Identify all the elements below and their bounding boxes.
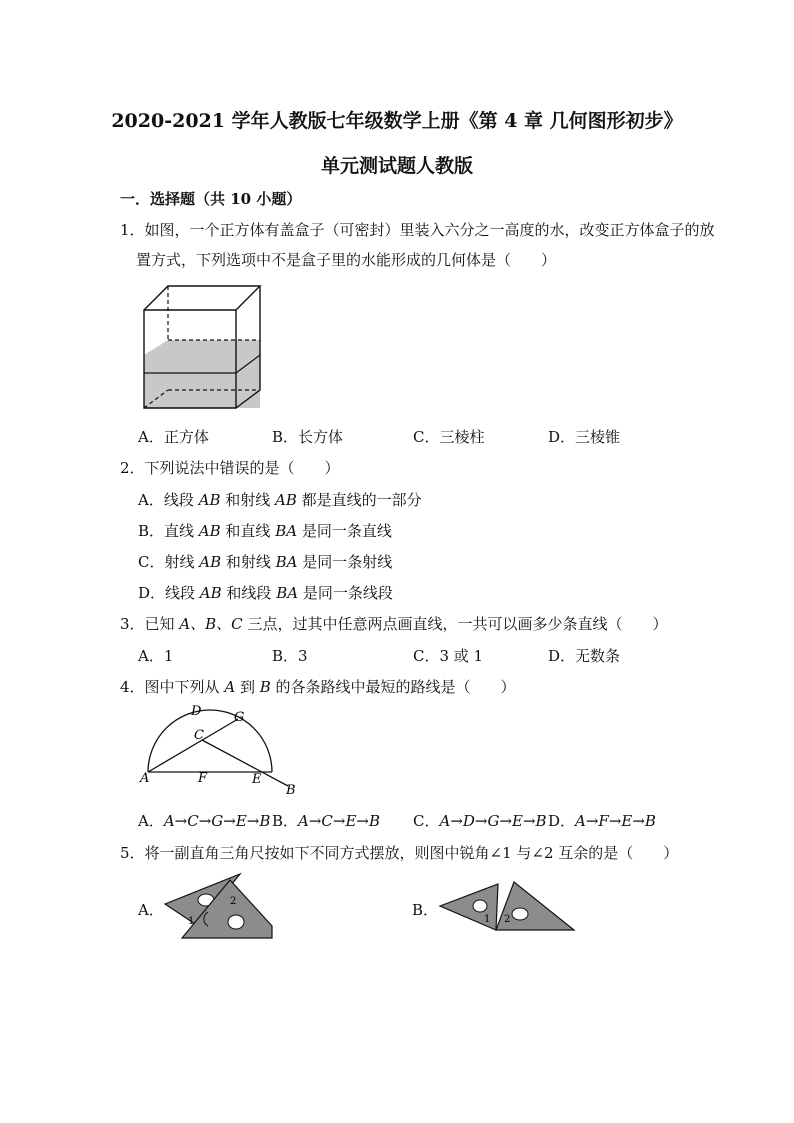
q3-option-c[interactable]: C．3 或 1 [413,647,484,665]
q5-figure-b [438,878,578,936]
q3-option-a[interactable]: A．1 [138,647,174,665]
question-3: 3．已知 A、B、C 三点，过其中任意两点画直线，一共可以画多少条直线（ ） [120,615,668,633]
q2-option-a[interactable]: A．线段 AB 和射线 AB 都是直线的一部分 [138,491,422,509]
q3-option-d[interactable]: D．无数条 [548,647,621,665]
angle-label-b1: 1 [484,914,491,925]
q4-option-d[interactable]: D．A→F→E→B [548,812,656,830]
label-b: B [286,783,296,798]
ruler-hole-3 [473,900,487,912]
q2-option-b[interactable]: B．直线 AB 和直线 BA 是同一条直线 [138,522,392,540]
page-subtitle: 单元测试题人教版 [320,155,473,177]
q1-option-c[interactable]: C．三棱柱 [413,428,485,446]
question-2-number: 2． [120,459,145,477]
q3-option-b[interactable]: B．3 [272,647,308,665]
q2-option-d[interactable]: D．线段 AB 和线段 BA 是同一条线段 [138,584,393,602]
ruler-hole-2 [228,915,244,929]
q4-option-a[interactable]: A．A→C→G→E→B [138,812,271,830]
label-g: G [234,710,245,725]
label-e: E [252,772,262,787]
cube-figure [136,280,272,412]
cube-top-face [144,286,260,310]
question-1-line-1 [120,219,715,240]
question-1-text-2: 置方式，下列选项中不是盒子里的水能形成的几何体是（ ） [136,251,557,269]
q2-option-c[interactable]: C．射线 AB 和射线 BA 是同一条射线 [138,553,393,571]
line-cb [202,740,288,786]
angle-label-1: 1 [188,916,195,927]
question-2-text: 下列说法中错误的是（ ） [144,459,340,477]
q5-figure-a [160,868,280,943]
chord-ag [148,719,238,772]
semicircle-figure [136,700,311,800]
question-4: 4．图中下列从 A 到 B 的各条路线中最短的路线是（ ） [120,678,516,696]
q4-option-b[interactable]: B．A→C→E→B [272,812,381,830]
question-2 [120,457,340,478]
label-f: F [198,771,208,786]
question-5: 5．将一副直角三角尺按如下不同方式摆放，则图中锐角∠1 与∠2 互余的是（ ） [120,844,679,862]
label-d: D [191,704,202,719]
q1-option-a[interactable]: A．正方体 [138,428,209,446]
q1-option-d[interactable]: D．三棱锥 [548,428,621,446]
section-heading: 一．选择题（共 10 小题） [120,190,302,208]
label-a: A [140,771,150,786]
q4-option-c[interactable]: C．A→D→G→E→B [413,812,547,830]
water-top-face [144,340,260,355]
q5-option-a[interactable]: A． [138,901,164,919]
q5-option-b[interactable]: B． [412,901,439,919]
page-title: 2020-2021 学年人教版七年级数学上册《第 4 章 几何图形初步》 [111,110,683,132]
question-1-number: 1． [120,221,145,239]
q1-option-b[interactable]: B．长方体 [272,428,344,446]
water-front-face [144,355,260,408]
angle-label-b2: 2 [504,914,511,925]
angle-label-2: 2 [230,896,237,907]
question-1-text-1: 如图，一个正方体有盖盒子（可密封）里装入六分之一高度的水，改变正方体盒子的放 [144,221,715,239]
semicircle-arc [148,710,272,772]
label-c: C [194,728,204,743]
ruler-hole-4 [512,908,528,920]
